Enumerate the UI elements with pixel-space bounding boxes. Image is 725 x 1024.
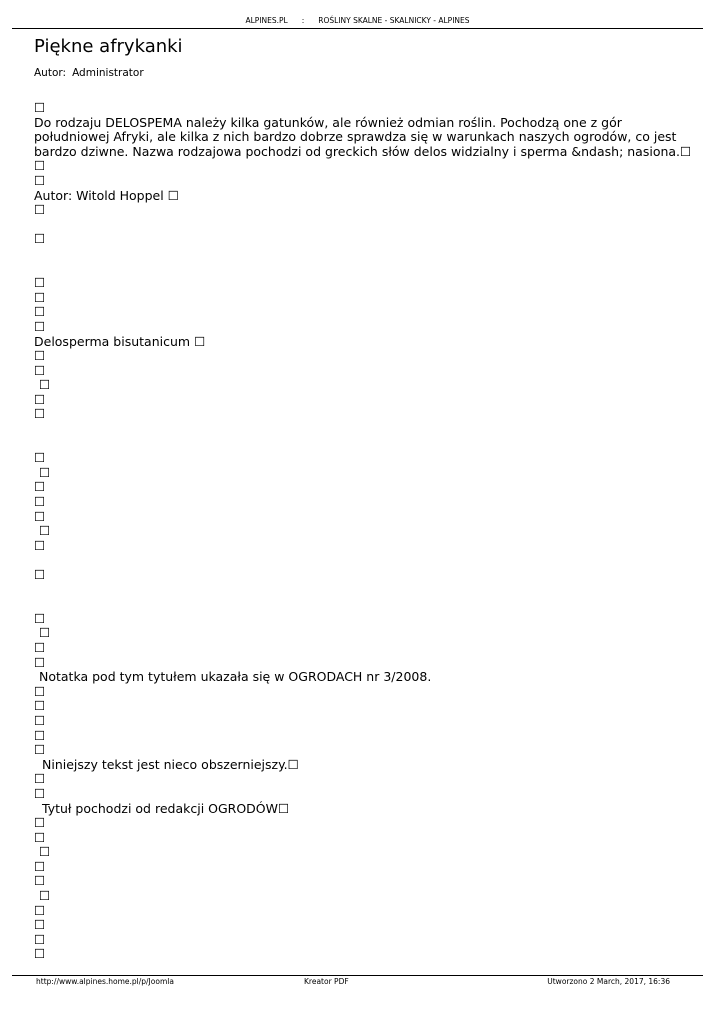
missing-glyph-box xyxy=(34,393,694,408)
missing-glyph-box xyxy=(34,787,694,802)
missing-glyph-box xyxy=(34,656,694,671)
missing-glyph-box xyxy=(34,495,694,510)
article-author xyxy=(34,67,144,79)
missing-glyph-box xyxy=(34,860,694,875)
missing-glyph-box xyxy=(34,276,694,291)
note-1: Notatka pod tym tytułem ukazała się w OGRODACH nr 3/2008. xyxy=(39,669,432,685)
missing-glyph-box xyxy=(34,320,694,335)
missing-glyph-box xyxy=(34,407,694,422)
note-2: Niniejszy tekst jest nieco obszerniejszy. xyxy=(42,756,288,772)
missing-glyph-box xyxy=(34,451,694,466)
missing-glyph-box xyxy=(34,874,694,889)
page-header xyxy=(12,14,703,29)
header-section: ROŚLINY SKALNE - SKALNICKY - ALPINES xyxy=(318,16,470,25)
page-footer xyxy=(12,975,703,988)
missing-glyph-box xyxy=(194,334,205,349)
text-author-line xyxy=(34,189,694,204)
image-caption: Delosperma bisutanicum xyxy=(34,333,191,349)
intro-text: Do rodzaju DELOSPEMA należy kilka gatunków, ale również odmian roślin. Pochodzą one z gór południowej Afryki, ale kilka z nich bardzo dobrze sprawdza się w warunkach naszych ogrodów, co jest bardzo dziwne. Nazwa rodzajowa pochodzi od greckich słów delos widzialny i sperma &ndash; nasiona. xyxy=(34,114,681,159)
footer-url: http://www.alpines.home.pl/p/Joomla xyxy=(36,977,174,986)
intro-paragraph xyxy=(34,116,694,160)
missing-glyph-box xyxy=(34,203,694,218)
missing-glyph-box xyxy=(34,612,694,627)
header-site: ALPINES.PL xyxy=(245,16,288,25)
article-title: Piękne afrykanki xyxy=(34,36,183,57)
missing-glyph-box xyxy=(168,188,179,203)
missing-glyph-box xyxy=(34,568,694,583)
missing-glyph-box xyxy=(34,232,694,247)
missing-glyph-box xyxy=(34,305,694,320)
missing-glyph-box xyxy=(34,831,694,846)
missing-glyph-box xyxy=(34,889,694,904)
missing-glyph-box xyxy=(34,364,694,379)
note-3: Tytuł pochodzi od redakcji OGRODÓW xyxy=(42,800,279,816)
footer-created: Utworzono 2 March, 2017, 16:36 xyxy=(547,977,670,986)
missing-glyph-box xyxy=(34,641,694,656)
missing-glyph-box xyxy=(34,918,694,933)
missing-glyph-box xyxy=(34,699,694,714)
missing-glyph-box xyxy=(680,144,691,159)
missing-glyph-box xyxy=(34,729,694,744)
missing-glyph-box xyxy=(34,174,694,189)
missing-glyph-box xyxy=(34,466,694,481)
missing-glyph-box xyxy=(34,510,694,525)
note-3-line xyxy=(34,802,694,817)
missing-glyph-box xyxy=(34,904,694,919)
missing-glyph-box xyxy=(34,349,694,364)
missing-glyph-box xyxy=(34,291,694,306)
missing-glyph-box xyxy=(34,845,694,860)
missing-glyph-box xyxy=(34,524,694,539)
footer-generator: Kreator PDF xyxy=(304,977,349,986)
header-separator: : xyxy=(301,16,305,25)
missing-glyph-box xyxy=(34,816,694,831)
missing-glyph-box xyxy=(34,480,694,495)
missing-glyph-box xyxy=(34,539,694,554)
author-label: Autor: xyxy=(34,67,67,79)
note-2-line xyxy=(34,758,694,773)
note-1-line xyxy=(34,670,694,685)
text-author: Autor: Witold Hoppel xyxy=(34,187,164,203)
missing-glyph-box xyxy=(34,714,694,729)
author-name: Administrator xyxy=(72,67,144,79)
missing-glyph-box xyxy=(34,933,694,948)
missing-glyph-box xyxy=(34,378,694,393)
missing-glyph-box xyxy=(34,626,694,641)
missing-glyph-box xyxy=(34,743,694,758)
missing-glyph-box xyxy=(34,685,694,700)
missing-glyph-box xyxy=(34,947,694,962)
missing-glyph-box xyxy=(288,757,299,772)
missing-glyph-box xyxy=(278,801,289,816)
missing-glyph-box xyxy=(34,101,694,116)
missing-glyph-box xyxy=(34,159,694,174)
missing-glyph-box xyxy=(34,772,694,787)
article-body xyxy=(34,101,694,962)
caption-line xyxy=(34,335,694,350)
